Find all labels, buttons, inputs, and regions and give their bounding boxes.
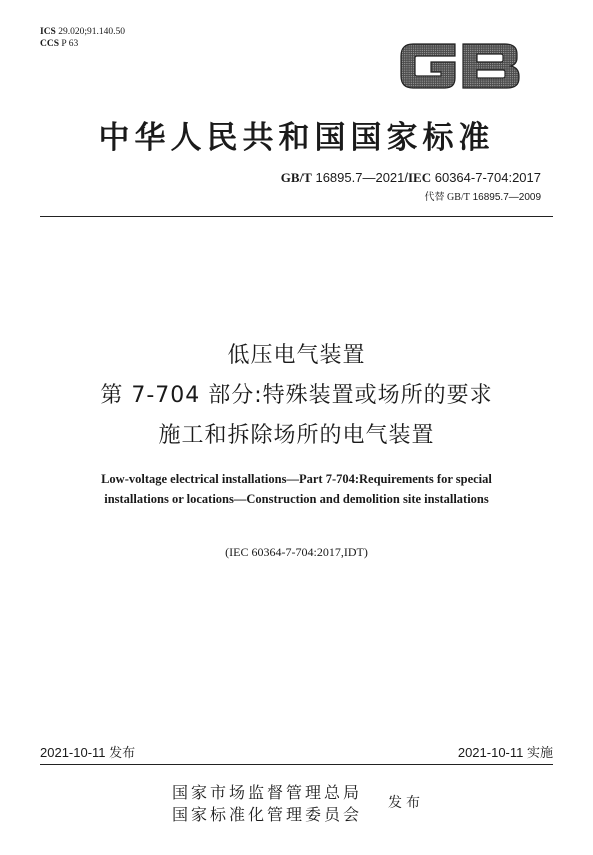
ccs-value: P 63 xyxy=(61,39,79,49)
title-en-line1: Low-voltage electrical installations—Part 7-704:Requirements for special xyxy=(101,472,492,486)
std-number-value: 16895.7—2021/ xyxy=(311,170,408,185)
equivalence-identifier: (IEC 60364-7-704:2017,IDT) xyxy=(225,545,368,559)
implement-date: 2021-10-11 实施 xyxy=(457,745,553,760)
replaces-number: 16895.7—2009 xyxy=(469,192,541,203)
issuing-country-standard-title: 中华人民共和国国家标准 xyxy=(98,120,495,156)
replaces-prefix: 代替 GB/T xyxy=(424,192,470,203)
ccs-label: CCS xyxy=(40,39,60,49)
iec-prefix: IEC xyxy=(408,170,432,185)
issue-verb: 发布 xyxy=(388,795,424,811)
title-cn-line2: 第 7-704 部分:特殊装置或场所的要求 xyxy=(100,383,493,408)
ics-label: ICS xyxy=(40,27,56,37)
ics-code xyxy=(40,26,125,38)
issuer-line2: 国家标准化管理委员会 xyxy=(172,805,363,824)
header-divider xyxy=(40,216,553,217)
std-prefix: GB/T xyxy=(280,170,312,185)
iec-number-value: 60364-7-704:2017 xyxy=(431,170,541,185)
issuer-line1: 国家市场监督管理总局 xyxy=(172,783,363,802)
standard-number xyxy=(281,170,541,186)
replaces-line xyxy=(425,188,541,203)
publish-date: 2021-10-11 发布 xyxy=(40,745,136,760)
footer-divider xyxy=(40,764,553,765)
ccs-code xyxy=(40,38,78,50)
title-en-line2: installations or locations—Construction and demolition site installations xyxy=(104,492,489,506)
title-cn-line3: 施工和拆除场所的电气装置 xyxy=(158,423,435,448)
gb-logo xyxy=(397,36,523,96)
title-cn-line1: 低压电气装置 xyxy=(227,343,366,368)
ics-value: 29.020;91.140.50 xyxy=(58,27,125,37)
